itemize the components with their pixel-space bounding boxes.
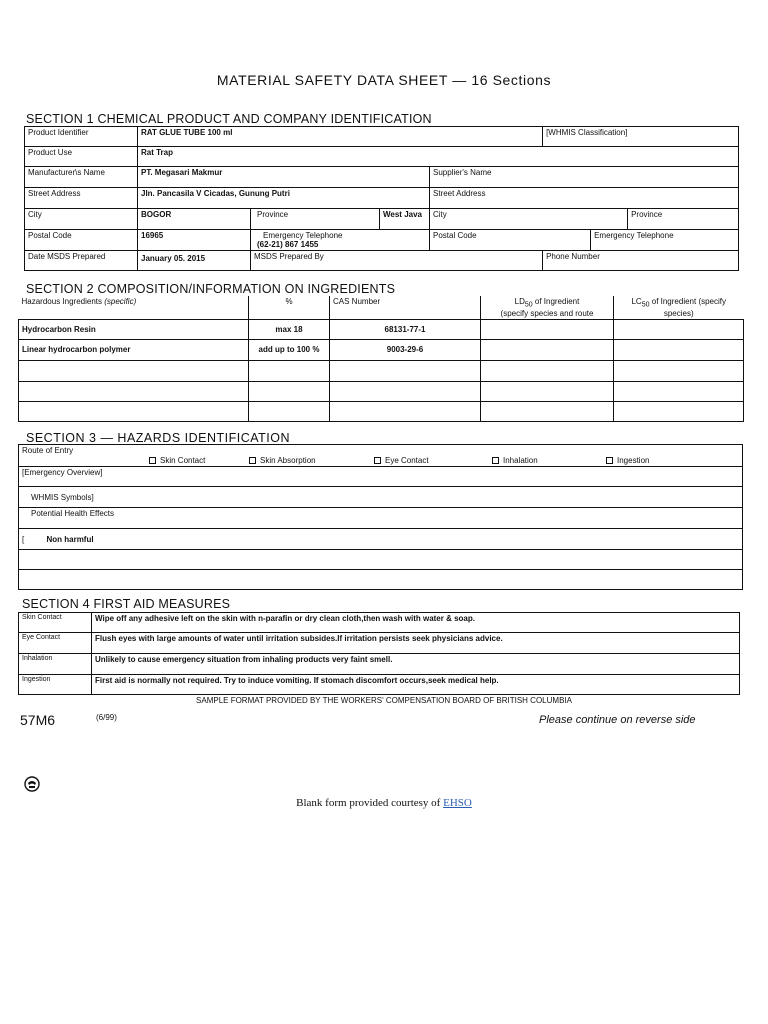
section-2-table <box>18 296 744 422</box>
first-aid-text: Wipe off any adhesive left on the skin with n-parafin or dry clean cloth,then wash with water & soap. <box>92 613 740 633</box>
emergency-overview-label: [Emergency Overview] <box>19 467 743 487</box>
ingredient-lc50 <box>614 339 744 360</box>
lc-label: LC <box>631 297 642 306</box>
ingredient-cas: 9003-29-6 <box>330 339 481 360</box>
section-2-heading: SECTION 2 COMPOSITION/INFORMATION ON INGREDIENTS <box>26 282 396 296</box>
first-aid-label: Ingestion <box>19 675 92 695</box>
supplier-name-label: Supplier's Name <box>430 167 739 188</box>
checkbox-icon <box>492 457 499 464</box>
lc-rest: of Ingredient (specify <box>649 297 726 306</box>
route-of-entry-cell <box>19 445 743 467</box>
province-value: West Java <box>380 209 430 230</box>
table-row <box>19 401 744 421</box>
ld-line2: (specify species and route <box>500 308 594 318</box>
route-skin-absorption[interactable] <box>249 456 316 465</box>
ingredient-ld50 <box>481 339 614 360</box>
supplier-city-label: City <box>430 209 628 230</box>
date-prepared-value: January 05. 2015 <box>138 251 251 271</box>
product-identifier-value: RAT GLUE TUBE 100 ml <box>138 127 543 147</box>
route-label: Inhalation <box>503 456 538 465</box>
bracket-mark: [ <box>22 534 25 544</box>
whmis-classification-label: [WHMIS Classification] <box>543 127 739 147</box>
route-label: Skin Absorption <box>260 456 316 465</box>
ingredient-lc50 <box>614 319 744 339</box>
col-ld50 <box>481 296 614 319</box>
province-label: Province <box>251 209 380 230</box>
form-code: 57M6 <box>20 712 56 728</box>
first-aid-text: First aid is normally not required. Try to induce vomiting. If stomach discomfort occurs,seek medical help. <box>92 675 740 695</box>
ingredient-name: Hydrocarbon Resin <box>19 319 249 339</box>
emergency-telephone-value: (62-21) 867 1455 <box>257 240 319 249</box>
section-3-heading: SECTION 3 — HAZARDS IDENTIFICATION <box>26 431 291 445</box>
col-cas-number: CAS Number <box>330 296 481 319</box>
ingredient-percent: add up to 100 % <box>249 339 330 360</box>
col-lc50 <box>614 296 744 319</box>
checkbox-icon <box>374 457 381 464</box>
ingredient-percent: max 18 <box>249 319 330 339</box>
section-4-table <box>18 612 740 695</box>
col-hazardous-label: Hazardous Ingredients <box>21 297 102 306</box>
health-effects-value-cell <box>19 529 743 550</box>
section-3-table <box>18 444 743 590</box>
route-label: Eye Contact <box>385 456 429 465</box>
street-address-value: Jln. Pancasila V Cicadas, Gunung Putri <box>138 188 430 209</box>
emergency-telephone-label: Emergency Telephone <box>263 231 343 240</box>
route-label: Ingestion <box>617 456 650 465</box>
table-row <box>19 381 744 401</box>
page-title: MATERIAL SAFETY DATA SHEET — 16 Sections <box>216 72 552 88</box>
city-value: BOGOR <box>138 209 251 230</box>
table-row <box>19 339 744 360</box>
product-identifier-label: Product Identifier <box>25 127 138 147</box>
ingredient-name: Linear hydrocarbon polymer <box>19 339 249 360</box>
whmis-symbols-label: WHMIS Symbols] <box>19 487 743 508</box>
ingredient-ld50 <box>481 319 614 339</box>
ld-rest: of Ingredient <box>532 297 580 306</box>
first-aid-text: Unlikely to cause emergency situation from inhaling products very faint smell. <box>92 654 740 675</box>
route-of-entry-label: Route of Entry <box>22 446 74 455</box>
checkbox-icon <box>606 457 613 464</box>
courtesy-text: Blank form provided courtesy of <box>296 797 444 809</box>
checkbox-icon <box>149 457 156 464</box>
table-row <box>19 654 740 675</box>
ld-label: LD <box>514 297 525 306</box>
table-row <box>19 360 744 381</box>
section-1-heading: SECTION 1 CHEMICAL PRODUCT AND COMPANY IDENTIFICATION <box>26 112 432 126</box>
table-row <box>19 675 740 695</box>
potential-health-effects-label: Potential Health Effects <box>19 508 743 529</box>
col-percent: % <box>249 296 330 319</box>
route-ingestion[interactable] <box>606 456 649 465</box>
route-label: Skin Contact <box>160 456 206 465</box>
supplier-province-label: Province <box>628 209 739 230</box>
supplier-postal-label: Postal Code <box>430 230 591 251</box>
manufacturer-label: Manufacturer\s Name <box>25 167 138 188</box>
table-row <box>19 613 740 633</box>
postal-code-value: 16965 <box>138 230 251 251</box>
col-hazardous-ingredients <box>19 296 249 319</box>
ld-subscript: 50 <box>524 301 533 309</box>
table-row <box>19 319 744 339</box>
route-eye-contact[interactable] <box>374 456 429 465</box>
route-inhalation[interactable] <box>492 456 538 465</box>
product-use-label: Product Use <box>25 147 138 167</box>
city-label: City <box>25 209 138 230</box>
prepared-by-label: MSDS Prepared By <box>251 251 543 271</box>
product-use-value: Rat Trap <box>138 147 739 167</box>
col-hazardous-specific: (specific) <box>104 297 137 306</box>
wcb-logo-icon <box>24 776 40 792</box>
form-revision: (6/99) <box>96 713 117 722</box>
health-effects-value: Non harmful <box>46 534 94 544</box>
date-prepared-label: Date MSDS Prepared <box>25 251 138 271</box>
first-aid-label: Skin Contact <box>19 613 92 633</box>
sample-format-note: SAMPLE FORMAT PROVIDED BY THE WORKERS' COMPENSATION BOARD OF BRITISH COLUMBIA <box>196 696 572 705</box>
street-address-label: Street Address <box>25 188 138 209</box>
ingredient-cas: 68131-77-1 <box>330 319 481 339</box>
supplier-emergency-label: Emergency Telephone <box>591 230 739 251</box>
emergency-telephone-cell <box>251 230 430 251</box>
ehso-link[interactable]: EHSO <box>443 797 472 809</box>
lc-subscript: 50 <box>641 301 650 309</box>
phone-number-label: Phone Number <box>543 251 739 271</box>
lc-line2: species) <box>663 308 694 318</box>
section-4-heading: SECTION 4 FIRST AID MEASURES <box>22 597 231 611</box>
first-aid-label: Inhalation <box>19 654 92 675</box>
first-aid-text: Flush eyes with large amounts of water until irritation subsides.If irritation persists seek physicians advice. <box>92 633 740 654</box>
continue-note: Please continue on reverse side <box>539 714 696 726</box>
manufacturer-value: PT. Megasari Makmur <box>138 167 430 188</box>
route-skin-contact[interactable] <box>149 456 205 465</box>
postal-code-label: Postal Code <box>25 230 138 251</box>
table-row <box>19 633 740 654</box>
courtesy-line <box>0 797 768 809</box>
supplier-street-label: Street Address <box>430 188 739 209</box>
checkbox-icon <box>249 457 256 464</box>
section-1-table <box>24 126 739 271</box>
first-aid-label: Eye Contact <box>19 633 92 654</box>
